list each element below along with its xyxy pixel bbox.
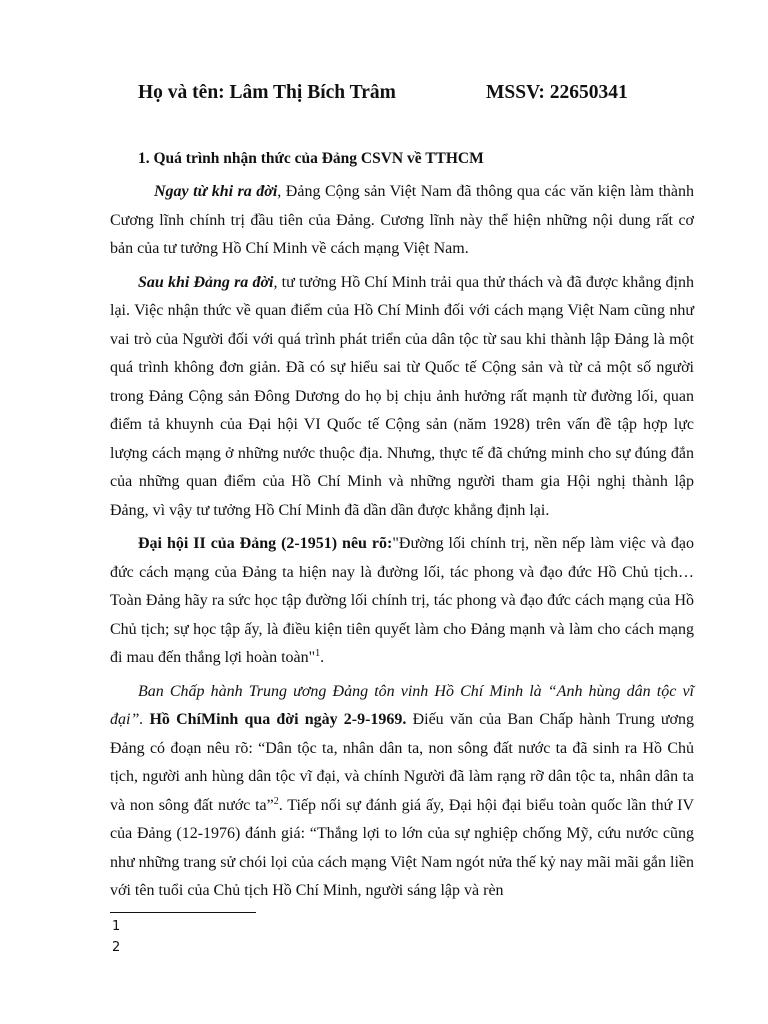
footnote-ref-2[interactable]: 2 (273, 795, 279, 807)
paragraph-4-text-continued: . Tiếp nối sự đánh giá ấy, Đại hội đại biểu toàn quốc lần thứ IV của Đảng (12-1976) đánh giá: “Thắng lợi to lớn của sự nghiệp chống Mỹ, cứu nước cũng như những trang sử chói lọi của cách mạng Việt Nam ngót nửa thế kỷ nay mãi mãi gắn liền với tên tuổi của Chủ tịch Hồ Chí Minh, người sáng lập và rèn (110, 796, 694, 899)
student-id: MSSV: 22650341 (486, 82, 628, 103)
document-body (110, 178, 694, 911)
footnote-ref-1[interactable]: 1 (315, 648, 321, 659)
paragraph-3 (110, 530, 694, 673)
footnote-2: 2 (112, 940, 121, 955)
paragraph-1-text: , Đảng Cộng sản Việt Nam đã thông qua các văn kiện làm thành Cương lĩnh chính trị đầu tiên của Đảng. Cương lĩnh này thể hiện những nội dung rất cơ bản của tư tưởng Hồ Chí Minh về cách mạng Việt Nam. (110, 183, 694, 257)
section-title: 1. Quá trình nhận thức của Đảng CSVN về TTHCM (138, 150, 484, 167)
paragraph-3-end: . (320, 649, 325, 666)
paragraph-4 (110, 678, 694, 906)
paragraph-1-lead: Ngay từ khi ra đời (154, 183, 278, 200)
paragraph-2-text: , tư tưởng Hồ Chí Minh trải qua thử thách và đã được khẳng định lại. Việc nhận thức về quan điểm của Hồ Chí Minh đối với cách mạng Việt Nam cũng như vai trò của Người đối với quá trình phát triển của dân tộc từ sau khi thành lập Đảng là một quá trình không đơn giản. Đã có sự hiểu sai từ Quốc tế Cộng sản và từ cả một số người trong Đảng Cộng sản Đông Dương do họ bị chịu ảnh hưởng rất mạnh từ đường lối, quan điểm tả khuynh của Đại hội VI Quốc tế Cộng sản (năm 1928) trên vấn đề tập hợp lực lượng cách mạng ở những nước thuộc địa. Nhưng, thực tế đã chứng minh cho sự đúng đắn của những quan điểm của Hồ Chí Minh và những người tham gia Hội nghị thành lập Đảng, vì vậy tư tưởng Hồ Chí Minh đã dần dần được khẳng định lại. (110, 273, 694, 519)
footnote-1: 1 (112, 919, 121, 934)
paragraph-4-bold: Hồ ChíMinh qua đời ngày 2-9-1969. (149, 711, 407, 728)
paragraph-3-lead: Đại hội II của Đảng (2-1951) nêu rõ: (138, 535, 393, 552)
student-name: Họ và tên: Lâm Thị Bích Trâm (138, 82, 396, 103)
paragraph-2 (110, 269, 694, 526)
footnote-separator (110, 912, 256, 913)
paragraph-4-text: Điếu văn của Ban Chấp hành Trung ương Đảng có đoạn nêu rõ: “Dân tộc ta, nhân dân ta, non sông đất nước ta đã sinh ra Hồ Chủ tịch, người anh hùng dân tộc vĩ đại, và chính Người đã làm rạng rỡ dân tộc ta, nhân dân ta và non sông đất nước ta” (110, 711, 694, 814)
student-header (138, 82, 628, 104)
paragraph-3-text: "Đường lối chính trị, nền nếp làm việc và đạo đức cách mạng của Đảng ta hiện nay là đường lối, tác phong và đạo đức Hồ Chủ tịch…Toàn Đảng hãy ra sức học tập đường lối chính trị, tác phong và đạo đức cách mạng của Hồ Chủ tịch; sự học tập ấy, là điều kiện tiên quyết làm cho Đảng mạnh và làm cho cách mạng đi mau đến thắng lợi hoàn toàn" (110, 535, 695, 666)
paragraph-4-italic: Ban Chấp hành Trung ương Đảng tôn vinh Hồ Chí Minh là “Anh hùng dân tộc vĩ đại”. (110, 682, 694, 728)
paragraph-2-lead: Sau khi Đảng ra đời (138, 273, 274, 291)
paragraph-1 (110, 178, 694, 264)
